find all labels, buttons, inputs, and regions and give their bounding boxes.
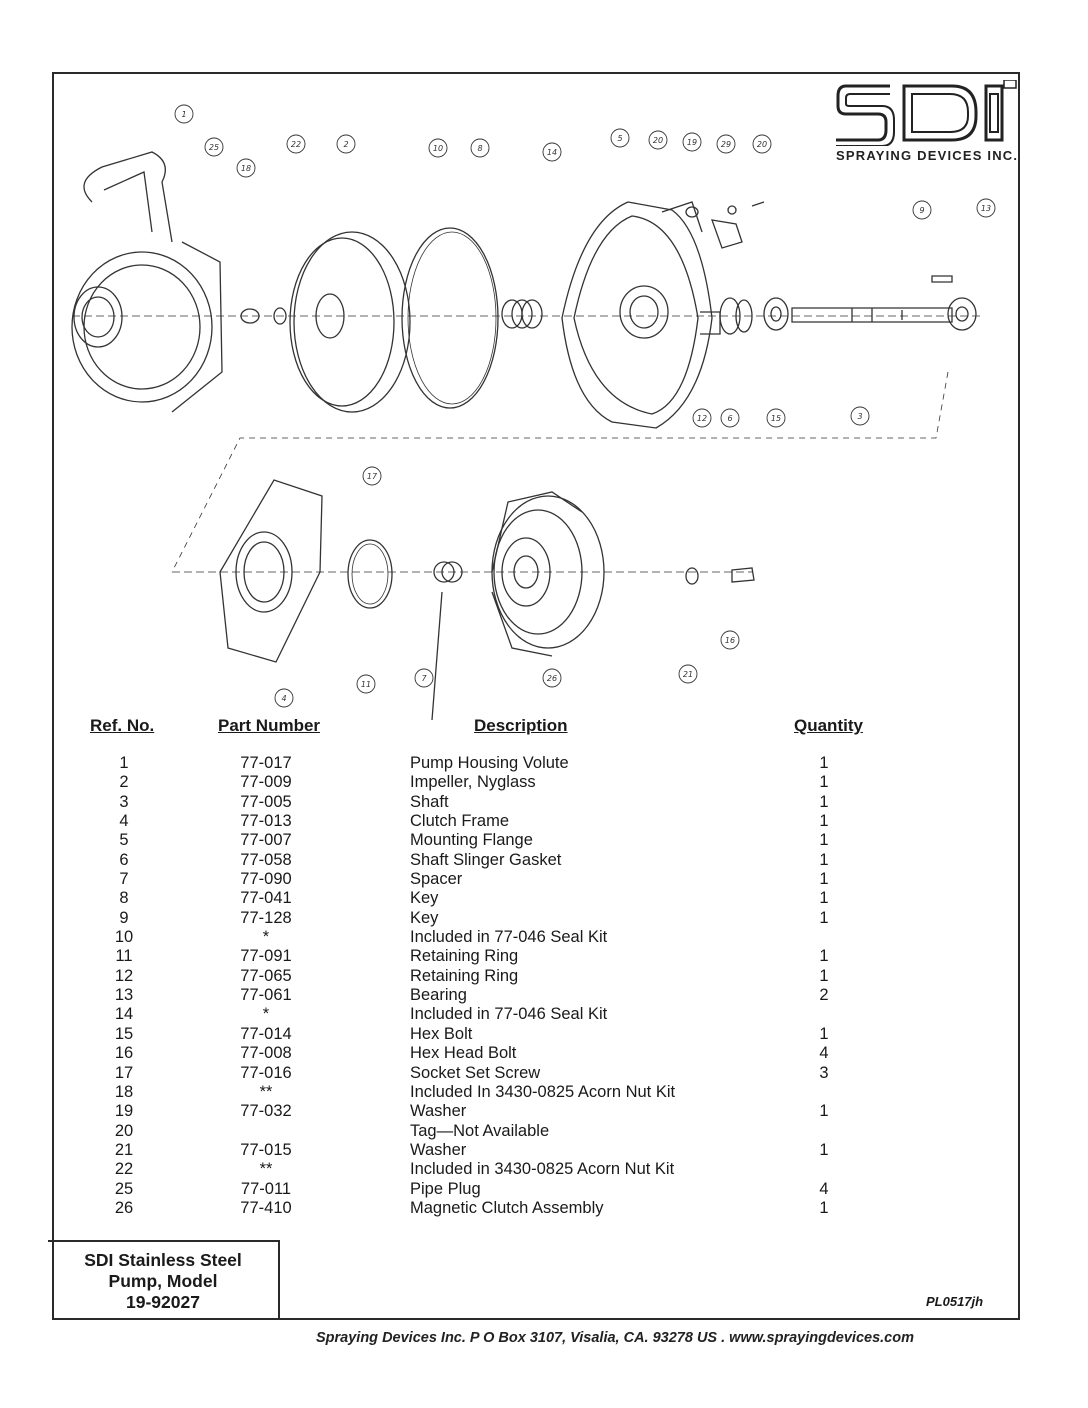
callout-14 bbox=[543, 143, 561, 161]
part-number-cell: ** bbox=[259, 1082, 273, 1101]
table-row bbox=[0, 1141, 1088, 1160]
description-cell: Key bbox=[410, 908, 439, 927]
part-number-cell: * bbox=[262, 928, 270, 947]
callout-11 bbox=[357, 675, 375, 693]
callout-label: 29 bbox=[720, 140, 732, 149]
part-number-cell: 77-410 bbox=[240, 1198, 292, 1217]
description-cell: Retaining Ring bbox=[410, 966, 519, 985]
quantity-cell: 1 bbox=[819, 831, 829, 850]
callout-17 bbox=[363, 467, 381, 485]
shaft bbox=[792, 308, 952, 322]
callout-22 bbox=[287, 135, 305, 153]
model-number: 19-92027 bbox=[126, 1292, 200, 1312]
callout-25 bbox=[205, 138, 223, 156]
model-box bbox=[48, 1240, 280, 1320]
part-number-cell: 77-058 bbox=[240, 850, 292, 869]
callout-6 bbox=[721, 409, 739, 427]
quantity-cell: 1 bbox=[819, 889, 829, 908]
table-row bbox=[0, 1064, 1088, 1083]
description-cell: Socket Set Screw bbox=[410, 1063, 541, 1082]
ref-no-cell: 5 bbox=[119, 831, 129, 850]
callout-4 bbox=[275, 689, 293, 707]
callout-label: 2 bbox=[343, 140, 349, 149]
callout-label: 26 bbox=[546, 674, 558, 683]
table-row bbox=[0, 909, 1088, 928]
header-quantity: Quantity bbox=[794, 716, 863, 735]
quantity-cell: 1 bbox=[819, 1140, 829, 1159]
callout-20 bbox=[753, 135, 771, 153]
ref-no-cell: 19 bbox=[114, 1102, 134, 1121]
callout-label: 22 bbox=[290, 140, 302, 149]
callout-label: 7 bbox=[421, 674, 427, 683]
description-cell: Included in 3430-0825 Acorn Nut Kit bbox=[410, 1160, 675, 1179]
part-number-cell: * bbox=[262, 1005, 270, 1024]
description-cell: Clutch Frame bbox=[410, 812, 510, 831]
part-number-cell: 77-065 bbox=[240, 966, 292, 985]
quantity-cell: 1 bbox=[819, 870, 829, 889]
ref-no-cell: 25 bbox=[114, 1179, 134, 1198]
part-number-cell: 77-005 bbox=[240, 792, 292, 811]
callout-3 bbox=[851, 407, 869, 425]
callout-label: 17 bbox=[366, 472, 378, 481]
quantity-cell: 1 bbox=[819, 947, 829, 966]
magnetic-clutch-assembly bbox=[492, 492, 604, 656]
table-row bbox=[0, 967, 1088, 986]
description-cell: Hex Head Bolt bbox=[410, 1044, 517, 1063]
callout-20 bbox=[649, 131, 667, 149]
footer-address: Spraying Devices Inc. P O Box 3107, Visalia, CA. 93278 US . www.sprayingdevices.com bbox=[316, 1330, 914, 1346]
part-number-cell: 77-061 bbox=[240, 986, 292, 1005]
ref-no-cell: 2 bbox=[119, 773, 129, 792]
callout-13 bbox=[977, 199, 995, 217]
ref-no-cell: 20 bbox=[114, 1121, 134, 1140]
part-number-cell: 77-015 bbox=[240, 1140, 292, 1159]
table-row bbox=[0, 1025, 1088, 1044]
callout-label: 3 bbox=[857, 412, 863, 421]
ref-no-cell: 3 bbox=[119, 792, 129, 811]
part-number-cell: 77-011 bbox=[240, 1179, 292, 1198]
part-number-cell: 77-016 bbox=[240, 1063, 292, 1082]
table-row bbox=[0, 1180, 1088, 1199]
callout-label: 5 bbox=[617, 134, 623, 143]
description-cell: Mounting Flange bbox=[410, 831, 533, 850]
callout-10 bbox=[429, 139, 447, 157]
callout-2 bbox=[337, 135, 355, 153]
description-cell: Key bbox=[410, 889, 439, 908]
table-row bbox=[0, 889, 1088, 908]
quantity-cell: 1 bbox=[819, 966, 829, 985]
callout-label: 18 bbox=[240, 164, 252, 173]
ref-no-cell: 26 bbox=[114, 1198, 134, 1217]
ref-no-cell: 21 bbox=[114, 1140, 134, 1159]
table-row bbox=[0, 1102, 1088, 1121]
callout-label: 13 bbox=[980, 204, 992, 213]
callout-label: 4 bbox=[281, 694, 287, 703]
quantity-cell: 1 bbox=[819, 1198, 829, 1217]
ref-no-cell: 11 bbox=[115, 947, 133, 966]
quantity-cell: 3 bbox=[819, 1063, 829, 1082]
description-cell: Washer bbox=[410, 1102, 467, 1121]
part-number-cell: 77-017 bbox=[240, 754, 292, 772]
callout-label: 11 bbox=[360, 680, 372, 689]
description-cell: Retaining Ring bbox=[410, 947, 519, 966]
company-name: SPRAYING DEVICES INC. bbox=[836, 148, 1019, 163]
callout-9 bbox=[913, 201, 931, 219]
table-row bbox=[0, 986, 1088, 1005]
description-cell: Tag—Not Available bbox=[410, 1121, 550, 1140]
callout-label: 14 bbox=[546, 148, 558, 157]
part-number-cell: 77-014 bbox=[240, 1024, 292, 1043]
part-number-cell: 77-009 bbox=[240, 773, 292, 792]
quantity-cell: 1 bbox=[819, 1024, 829, 1043]
ref-no-cell: 8 bbox=[119, 889, 129, 908]
callout-label: 20 bbox=[652, 136, 664, 145]
parts-table bbox=[0, 754, 1088, 1218]
callout-19 bbox=[683, 133, 701, 151]
ref-no-cell: 1 bbox=[119, 754, 129, 772]
callout-label: 25 bbox=[208, 143, 220, 152]
quantity-cell: 1 bbox=[819, 908, 829, 927]
ref-no-cell: 17 bbox=[114, 1063, 134, 1082]
ref-no-cell: 13 bbox=[114, 986, 134, 1005]
table-row bbox=[0, 1122, 1088, 1141]
callout-label: 21 bbox=[682, 670, 694, 679]
callout-18 bbox=[237, 159, 255, 177]
description-cell: Included in 77-046 Seal Kit bbox=[410, 928, 608, 947]
table-row bbox=[0, 870, 1088, 889]
model-line-1: SDI Stainless Steel bbox=[84, 1250, 242, 1270]
callout-21 bbox=[679, 665, 697, 683]
callout-label: 20 bbox=[756, 140, 768, 149]
table-row bbox=[0, 1044, 1088, 1063]
ref-no-cell: 10 bbox=[114, 928, 134, 947]
part-number-cell: 77-128 bbox=[240, 908, 292, 927]
part-number-cell: 77-041 bbox=[240, 889, 292, 908]
callout-label: 16 bbox=[724, 636, 736, 645]
callout-label: 1 bbox=[181, 110, 187, 119]
part-number-cell: 77-090 bbox=[240, 870, 292, 889]
table-row bbox=[0, 1199, 1088, 1218]
table-row bbox=[0, 812, 1088, 831]
table-row bbox=[0, 1160, 1088, 1179]
quantity-cell: 4 bbox=[819, 1179, 829, 1198]
quantity-cell: 4 bbox=[819, 1044, 829, 1063]
description-cell: Bearing bbox=[410, 986, 467, 1005]
callout-8 bbox=[471, 139, 489, 157]
pump-housing-volute bbox=[72, 152, 222, 412]
table-row bbox=[0, 1083, 1088, 1102]
document-code: PL0517jh bbox=[926, 1294, 984, 1309]
description-cell: Pipe Plug bbox=[410, 1179, 481, 1198]
callout-label: 19 bbox=[686, 138, 698, 147]
callout-16 bbox=[721, 631, 739, 649]
header-description: Description bbox=[474, 716, 568, 735]
ref-no-cell: 4 bbox=[119, 812, 129, 831]
table-row bbox=[0, 1005, 1088, 1024]
table-row bbox=[0, 793, 1088, 812]
callout-label: 12 bbox=[696, 414, 708, 423]
quantity-cell: 1 bbox=[819, 792, 829, 811]
ref-no-cell: 9 bbox=[119, 908, 129, 927]
mounting-flange bbox=[562, 202, 720, 428]
callout-29 bbox=[717, 135, 735, 153]
table-row bbox=[0, 773, 1088, 792]
table-row bbox=[0, 831, 1088, 850]
description-cell: Included in 77-046 Seal Kit bbox=[410, 1005, 608, 1024]
clutch-frame bbox=[220, 480, 322, 662]
ref-no-cell: 15 bbox=[114, 1024, 134, 1043]
quantity-cell: 1 bbox=[819, 773, 829, 792]
part-number-cell: ** bbox=[259, 1160, 273, 1179]
callout-7 bbox=[415, 669, 433, 687]
quantity-cell: 2 bbox=[819, 986, 829, 1005]
table-row bbox=[0, 947, 1088, 966]
table-row bbox=[0, 851, 1088, 870]
description-cell: Included In 3430-0825 Acorn Nut Kit bbox=[410, 1082, 676, 1101]
description-cell: Impeller, Nyglass bbox=[410, 773, 536, 792]
part-number-cell: 77-091 bbox=[240, 947, 292, 966]
callout-26 bbox=[543, 669, 561, 687]
model-line-2: Pump, Model bbox=[108, 1271, 218, 1291]
ref-no-cell: 6 bbox=[119, 850, 129, 869]
quantity-cell: 1 bbox=[819, 850, 829, 869]
description-cell: Hex Bolt bbox=[410, 1024, 473, 1043]
ref-no-cell: 14 bbox=[114, 1005, 134, 1024]
ref-no-cell: 18 bbox=[114, 1082, 134, 1101]
description-cell: Shaft Slinger Gasket bbox=[410, 850, 562, 869]
part-number-cell: 77-013 bbox=[240, 812, 292, 831]
quantity-cell: 1 bbox=[819, 812, 829, 831]
quantity-cell: 1 bbox=[819, 754, 829, 772]
part-number-cell: 77-007 bbox=[240, 831, 292, 850]
ref-no-cell: 12 bbox=[114, 966, 134, 985]
header-part-number: Part Number bbox=[218, 716, 321, 735]
description-cell: Spacer bbox=[410, 870, 463, 889]
part-number-cell: 77-008 bbox=[240, 1044, 292, 1063]
table-row bbox=[0, 928, 1088, 947]
callout-5 bbox=[611, 129, 629, 147]
exploded-parts-diagram bbox=[52, 72, 1020, 732]
callout-15 bbox=[767, 409, 785, 427]
description-cell: Magnetic Clutch Assembly bbox=[410, 1198, 604, 1217]
seal bbox=[502, 300, 542, 328]
quantity-cell: 1 bbox=[819, 1102, 829, 1121]
part-number-cell: 77-032 bbox=[240, 1102, 292, 1121]
callout-label: 10 bbox=[432, 144, 444, 153]
description-cell: Shaft bbox=[410, 792, 449, 811]
callout-label: 9 bbox=[919, 206, 925, 215]
callout-1 bbox=[175, 105, 193, 123]
callout-label: 15 bbox=[770, 414, 782, 423]
header-ref-no: Ref. No. bbox=[90, 716, 155, 735]
table-row bbox=[0, 754, 1088, 773]
callout-label: 8 bbox=[477, 144, 483, 153]
callout-label: 6 bbox=[727, 414, 733, 423]
impeller bbox=[290, 232, 410, 412]
callout-12 bbox=[693, 409, 711, 427]
description-cell: Pump Housing Volute bbox=[410, 754, 569, 772]
ref-no-cell: 22 bbox=[114, 1160, 134, 1179]
ref-no-cell: 7 bbox=[119, 870, 129, 889]
ref-no-cell: 16 bbox=[114, 1044, 134, 1063]
description-cell: Washer bbox=[410, 1140, 467, 1159]
